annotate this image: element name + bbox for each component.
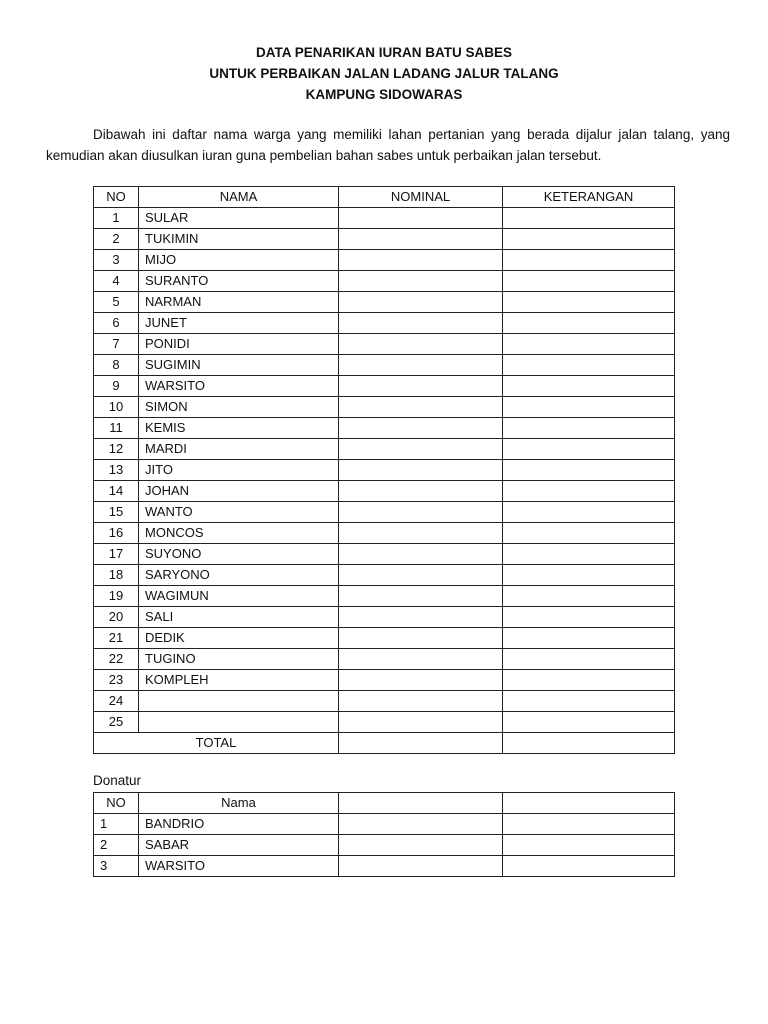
cell-nama: JOHAN bbox=[139, 481, 339, 502]
title-line-3: KAMPUNG SIDOWARAS bbox=[305, 87, 463, 102]
cell-keterangan bbox=[503, 376, 675, 397]
cell-no: 23 bbox=[94, 670, 139, 691]
cell-no: 2 bbox=[94, 229, 139, 250]
cell-keterangan bbox=[503, 523, 675, 544]
cell-keterangan bbox=[503, 502, 675, 523]
cell-keterangan bbox=[503, 691, 675, 712]
table-row bbox=[94, 313, 675, 334]
cell-keterangan bbox=[503, 565, 675, 586]
cell-nama: WANTO bbox=[139, 502, 339, 523]
cell-keterangan bbox=[503, 397, 675, 418]
cell-no: 20 bbox=[94, 607, 139, 628]
cell-nama: SUYONO bbox=[139, 544, 339, 565]
cell-no: 3 bbox=[94, 856, 139, 877]
cell-nama: JITO bbox=[139, 460, 339, 481]
cell-nominal bbox=[339, 649, 503, 670]
cell-no: 10 bbox=[94, 397, 139, 418]
cell-nominal bbox=[339, 418, 503, 439]
table-row bbox=[94, 712, 675, 733]
cell-nominal bbox=[339, 712, 503, 733]
cell-no: 15 bbox=[94, 502, 139, 523]
table-row bbox=[94, 544, 675, 565]
cell-no: 9 bbox=[94, 376, 139, 397]
table-row bbox=[94, 460, 675, 481]
cell-nama: JUNET bbox=[139, 313, 339, 334]
table-row bbox=[94, 208, 675, 229]
cell-nama: KEMIS bbox=[139, 418, 339, 439]
cell-keterangan bbox=[503, 712, 675, 733]
cell-no: 17 bbox=[94, 544, 139, 565]
cell-nominal bbox=[339, 481, 503, 502]
cell-nominal bbox=[339, 439, 503, 460]
cell-nominal bbox=[339, 460, 503, 481]
donor-row bbox=[94, 835, 675, 856]
cell-nominal bbox=[339, 292, 503, 313]
cell-keterangan bbox=[503, 418, 675, 439]
cell-nama: SALI bbox=[139, 607, 339, 628]
cell-no: 16 bbox=[94, 523, 139, 544]
cell-nominal bbox=[339, 271, 503, 292]
cell-no: 11 bbox=[94, 418, 139, 439]
cell-no: 3 bbox=[94, 250, 139, 271]
cell-no: 12 bbox=[94, 439, 139, 460]
cell-nama: TUKIMIN bbox=[139, 229, 339, 250]
cell-keterangan bbox=[503, 313, 675, 334]
donor-header-col3 bbox=[339, 793, 503, 814]
cell-no: 22 bbox=[94, 649, 139, 670]
cell-nominal bbox=[339, 670, 503, 691]
cell-keterangan bbox=[503, 292, 675, 313]
table-row bbox=[94, 355, 675, 376]
total-label: TOTAL bbox=[94, 733, 339, 754]
header-nama: NAMA bbox=[139, 187, 339, 208]
cell-nama: MONCOS bbox=[139, 523, 339, 544]
table-row bbox=[94, 670, 675, 691]
cell-no: 4 bbox=[94, 271, 139, 292]
cell-keterangan bbox=[503, 229, 675, 250]
cell-no: 18 bbox=[94, 565, 139, 586]
cell-no: 5 bbox=[94, 292, 139, 313]
table-row bbox=[94, 439, 675, 460]
cell-keterangan bbox=[503, 628, 675, 649]
cell-no: 1 bbox=[94, 208, 139, 229]
cell-nama: BANDRIO bbox=[139, 814, 339, 835]
total-row bbox=[94, 733, 675, 754]
cell-nama: WARSITO bbox=[139, 376, 339, 397]
header-keterangan: KETERANGAN bbox=[503, 187, 675, 208]
cell-nama: PONIDI bbox=[139, 334, 339, 355]
cell-keterangan bbox=[503, 250, 675, 271]
cell-nama: SARYONO bbox=[139, 565, 339, 586]
cell-no: 14 bbox=[94, 481, 139, 502]
cell-nominal bbox=[339, 313, 503, 334]
cell-no: 24 bbox=[94, 691, 139, 712]
table-row bbox=[94, 292, 675, 313]
cell-nominal bbox=[339, 856, 503, 877]
cell-nama: KOMPLEH bbox=[139, 670, 339, 691]
cell-nama: WARSITO bbox=[139, 856, 339, 877]
cell-keterangan bbox=[503, 856, 675, 877]
table-row bbox=[94, 565, 675, 586]
cell-nama: SIMON bbox=[139, 397, 339, 418]
cell-nominal bbox=[339, 628, 503, 649]
cell-nama: SULAR bbox=[139, 208, 339, 229]
cell-nama: TUGINO bbox=[139, 649, 339, 670]
cell-nominal bbox=[339, 502, 503, 523]
cell-nama: NARMAN bbox=[139, 292, 339, 313]
cell-nominal bbox=[339, 835, 503, 856]
table-row bbox=[94, 523, 675, 544]
cell-no: 6 bbox=[94, 313, 139, 334]
donor-row bbox=[94, 856, 675, 877]
table-row bbox=[94, 418, 675, 439]
donor-header-col4 bbox=[503, 793, 675, 814]
cell-keterangan bbox=[503, 586, 675, 607]
header-nominal: NOMINAL bbox=[339, 187, 503, 208]
table-row bbox=[94, 271, 675, 292]
cell-nama: DEDIK bbox=[139, 628, 339, 649]
cell-nominal bbox=[339, 208, 503, 229]
cell-keterangan bbox=[503, 334, 675, 355]
cell-keterangan bbox=[503, 544, 675, 565]
title-line-1: DATA PENARIKAN IURAN BATU SABES bbox=[256, 45, 512, 60]
title-line-2: UNTUK PERBAIKAN JALAN LADANG JALUR TALANG bbox=[209, 66, 559, 81]
cell-keterangan bbox=[503, 607, 675, 628]
donatur-label: Donatur bbox=[93, 773, 142, 788]
donor-header-no: NO bbox=[94, 793, 139, 814]
cell-nama: MARDI bbox=[139, 439, 339, 460]
cell-keterangan bbox=[503, 649, 675, 670]
cell-keterangan bbox=[503, 481, 675, 502]
table-row bbox=[94, 334, 675, 355]
donor-row bbox=[94, 814, 675, 835]
donor-table bbox=[93, 792, 675, 877]
cell-nominal bbox=[339, 523, 503, 544]
cell-no: 21 bbox=[94, 628, 139, 649]
cell-nominal bbox=[339, 334, 503, 355]
cell-keterangan bbox=[503, 208, 675, 229]
cell-nominal bbox=[339, 565, 503, 586]
cell-nominal bbox=[339, 229, 503, 250]
cell-keterangan bbox=[503, 355, 675, 376]
cell-nama: SABAR bbox=[139, 835, 339, 856]
cell-no: 8 bbox=[94, 355, 139, 376]
cell-nominal bbox=[339, 355, 503, 376]
cell-nama bbox=[139, 712, 339, 733]
cell-keterangan bbox=[503, 814, 675, 835]
table-row bbox=[94, 628, 675, 649]
cell-no: 19 bbox=[94, 586, 139, 607]
cell-no: 13 bbox=[94, 460, 139, 481]
cell-nama bbox=[139, 691, 339, 712]
table-row bbox=[94, 502, 675, 523]
table-row bbox=[94, 586, 675, 607]
cell-keterangan bbox=[503, 670, 675, 691]
donor-header-row bbox=[94, 793, 675, 814]
table-row bbox=[94, 376, 675, 397]
cell-keterangan bbox=[503, 271, 675, 292]
cell-nama: MIJO bbox=[139, 250, 339, 271]
table-row bbox=[94, 250, 675, 271]
cell-keterangan bbox=[503, 460, 675, 481]
cell-keterangan bbox=[503, 835, 675, 856]
table-row bbox=[94, 229, 675, 250]
table-header-row bbox=[94, 187, 675, 208]
cell-nama: SURANTO bbox=[139, 271, 339, 292]
table-row bbox=[94, 691, 675, 712]
total-nominal-cell bbox=[339, 733, 503, 754]
cell-no: 25 bbox=[94, 712, 139, 733]
cell-nominal bbox=[339, 397, 503, 418]
intro-paragraph bbox=[46, 124, 730, 166]
cell-nominal bbox=[339, 250, 503, 271]
cell-no: 1 bbox=[94, 814, 139, 835]
cell-nominal bbox=[339, 544, 503, 565]
cell-nama: SUGIMIN bbox=[139, 355, 339, 376]
header-no: NO bbox=[94, 187, 139, 208]
cell-keterangan bbox=[503, 439, 675, 460]
table-row bbox=[94, 607, 675, 628]
cell-no: 7 bbox=[94, 334, 139, 355]
document-title bbox=[0, 42, 768, 105]
cell-nominal bbox=[339, 814, 503, 835]
cell-nominal bbox=[339, 691, 503, 712]
table-row bbox=[94, 397, 675, 418]
total-keterangan-cell bbox=[503, 733, 675, 754]
cell-no: 2 bbox=[94, 835, 139, 856]
donor-header-nama: Nama bbox=[139, 793, 339, 814]
table-row bbox=[94, 481, 675, 502]
cell-nama: WAGIMUN bbox=[139, 586, 339, 607]
cell-nominal bbox=[339, 376, 503, 397]
contribution-table bbox=[93, 186, 675, 754]
intro-text: Dibawah ini daftar nama warga yang memiliki lahan pertanian yang berada dijalur jalan talang, yang kemudian akan diusulkan iuran guna pembelian bahan sabes untuk perbaikan jalan tersebut. bbox=[46, 127, 730, 163]
cell-nominal bbox=[339, 586, 503, 607]
cell-nominal bbox=[339, 607, 503, 628]
table-row bbox=[94, 649, 675, 670]
